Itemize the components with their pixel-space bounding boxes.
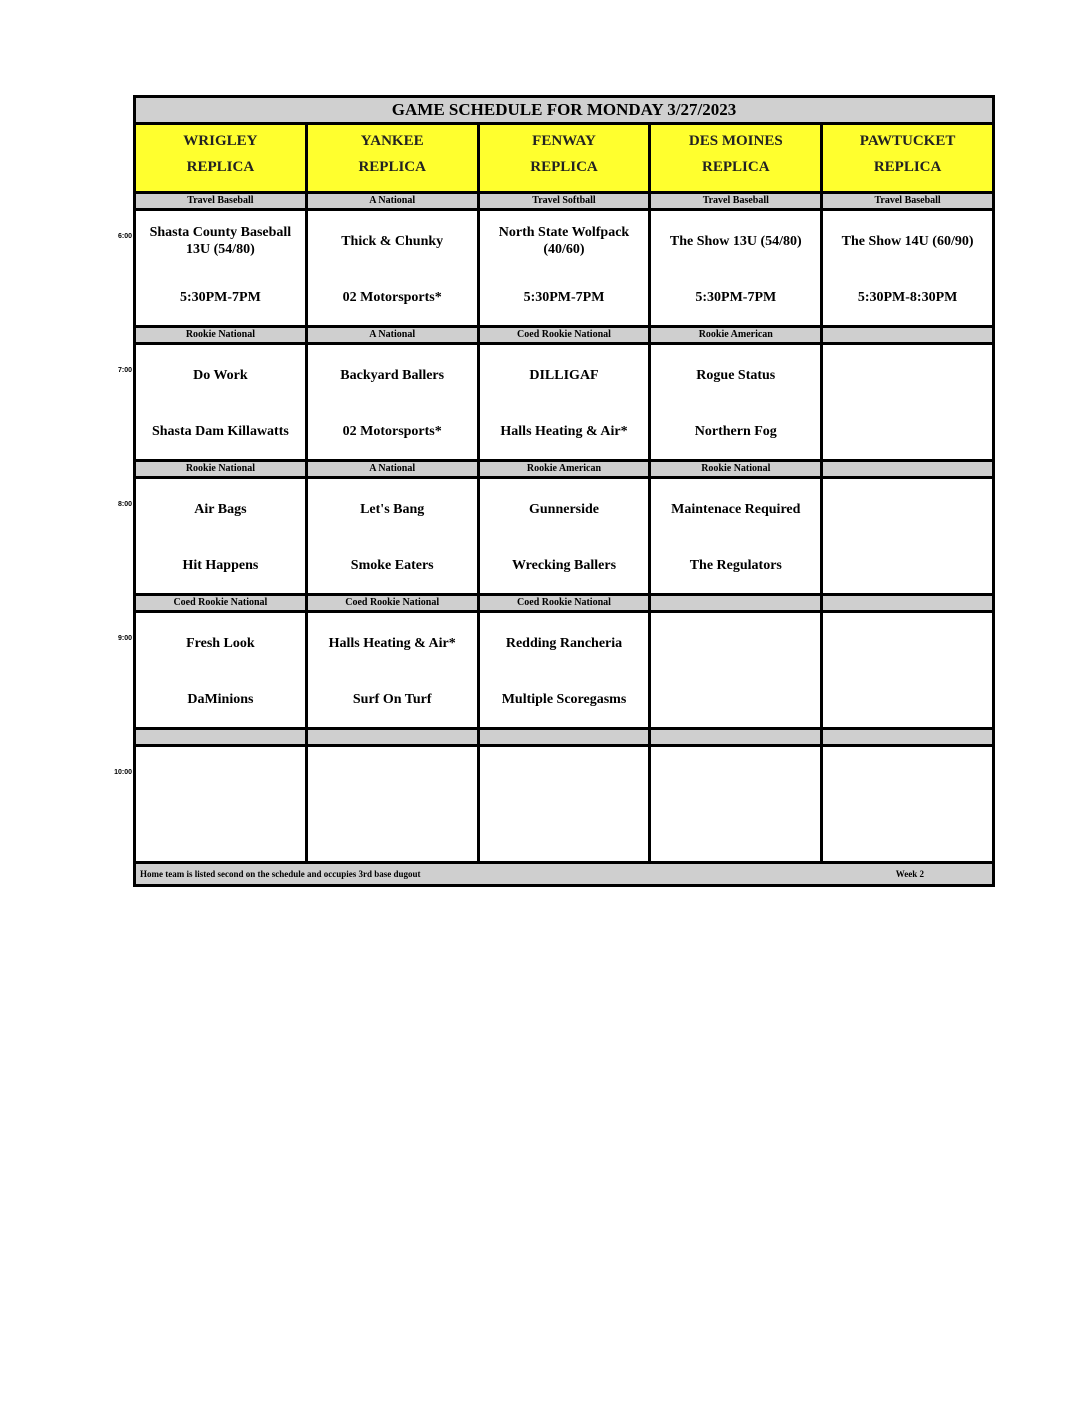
division-label: Rookie National <box>136 328 308 342</box>
away-team <box>827 623 988 663</box>
away-team: North State Wolfpack (40/60) <box>498 225 630 257</box>
time-label: 6:00 <box>117 233 132 240</box>
division-row <box>133 328 995 345</box>
game-row <box>117 345 995 462</box>
venue-sub: REPLICA <box>702 159 770 175</box>
venue-name: WRIGLEY <box>183 133 258 149</box>
home-team: DaMinions <box>187 692 254 707</box>
week-label: Week 2 <box>895 869 924 879</box>
game-cell <box>136 747 308 861</box>
game-cell <box>651 345 823 459</box>
game-cell <box>823 747 992 861</box>
away-team: Rogue Status <box>696 367 776 383</box>
game-cell <box>480 211 652 325</box>
away-team <box>484 757 645 797</box>
game-cell <box>823 211 992 325</box>
away-team: Backyard Ballers <box>340 367 445 383</box>
home-team: Halls Heating & Air* <box>500 424 628 439</box>
game-cell <box>651 211 823 325</box>
venue-yankee <box>308 125 480 194</box>
venue-sub: REPLICA <box>873 159 942 175</box>
game-cell <box>480 747 652 861</box>
division-label <box>823 596 992 610</box>
division-row <box>133 194 995 211</box>
game-cell <box>136 345 308 459</box>
game-cell <box>308 747 480 861</box>
time-label: 8:00 <box>117 501 132 508</box>
division-label: Travel Baseball <box>874 195 941 206</box>
schedule-sheet <box>114 95 995 887</box>
division-row <box>133 462 995 479</box>
away-team: DILLIGAF <box>529 367 599 383</box>
division-label <box>823 730 992 744</box>
game-cell <box>823 613 992 727</box>
away-team: Gunnerside <box>528 501 599 517</box>
away-team <box>827 355 988 395</box>
division-row <box>133 730 995 747</box>
division-label: A National <box>308 328 480 342</box>
home-team: 02 Motorsports* <box>342 424 442 439</box>
home-team: Northern Fog <box>694 424 777 439</box>
home-team: 5:30PM-8:30PM <box>857 290 958 305</box>
division-label: Coed Rookie National <box>480 328 652 342</box>
division-label: A National <box>308 194 480 208</box>
division-label: Travel Baseball <box>136 194 308 208</box>
division-label <box>823 462 992 476</box>
game-cell <box>651 747 823 861</box>
away-team <box>140 757 301 797</box>
division-label <box>136 730 308 744</box>
division-label <box>651 596 823 610</box>
away-team: Thick & Chunky <box>341 233 444 249</box>
home-team: Surf On Turf <box>352 692 432 707</box>
division-label <box>651 730 823 744</box>
away-team <box>312 757 473 797</box>
game-row <box>114 747 995 864</box>
game-cell <box>136 211 308 325</box>
away-team: Halls Heating & Air* <box>328 635 456 651</box>
game-cell <box>136 479 308 593</box>
home-team: 5:30PM-7PM <box>179 290 261 305</box>
venue-pawtucket <box>823 125 992 194</box>
game-cell <box>823 345 992 459</box>
time-label: 7:00 <box>117 367 132 374</box>
home-team: 02 Motorsports* <box>342 290 442 305</box>
schedule-title: GAME SCHEDULE FOR MONDAY 3/27/2023 <box>133 95 995 125</box>
away-team: The Show 14U (60/90) <box>841 233 974 249</box>
away-team: Do Work <box>193 367 248 383</box>
time-label: 9:00 <box>117 635 132 642</box>
venue-des-moines <box>651 125 823 194</box>
home-team: Multiple Scoregasms <box>501 692 627 707</box>
venue-header-row <box>133 125 995 194</box>
away-team: Shasta County Baseball 13U (54/80) <box>149 225 292 257</box>
away-team: Fresh Look <box>186 635 255 651</box>
home-team: 5:30PM-7PM <box>523 290 605 305</box>
away-team: The Show 13U (54/80) <box>669 233 802 249</box>
game-cell <box>823 479 992 593</box>
game-cell <box>308 345 480 459</box>
venue-sub: REPLICA <box>530 159 598 175</box>
game-cell <box>651 479 823 593</box>
division-label: Rookie National <box>136 462 308 476</box>
game-cell <box>308 211 480 325</box>
home-team: Smoke Eaters <box>350 558 434 573</box>
venue-name: PAWTUCKET <box>859 133 956 149</box>
division-label: Rookie American <box>480 462 652 476</box>
away-team <box>655 623 816 663</box>
division-label <box>308 730 480 744</box>
division-label: A National <box>308 462 480 476</box>
division-label: Coed Rookie National <box>136 596 308 610</box>
game-row <box>117 479 995 596</box>
division-row <box>133 596 995 613</box>
game-cell <box>480 613 652 727</box>
game-cell <box>651 613 823 727</box>
division-label <box>480 730 652 744</box>
home-team: Wrecking Ballers <box>511 558 617 573</box>
footer-note: Home team is listed second on the schedule and occupies 3rd base dugout <box>140 869 421 879</box>
venue-fenway <box>480 125 652 194</box>
home-team: The Regulators <box>689 558 782 573</box>
home-team: 5:30PM-7PM <box>695 290 777 305</box>
venue-name: DES MOINES <box>688 133 783 149</box>
away-team: Redding Rancheria <box>505 635 623 651</box>
away-team <box>827 489 988 529</box>
division-label: Rookie American <box>651 328 823 342</box>
time-label: 10:00 <box>114 769 132 776</box>
game-cell <box>480 479 652 593</box>
schedule-footer <box>133 864 995 887</box>
away-team: Let's Bang <box>360 501 425 517</box>
venue-name: YANKEE <box>360 133 424 149</box>
venue-sub: REPLICA <box>358 159 426 175</box>
away-team: Maintenace Required <box>671 501 801 517</box>
game-row <box>117 613 995 730</box>
division-label: Travel Baseball <box>651 194 823 208</box>
game-cell <box>136 613 308 727</box>
venue-sub: REPLICA <box>186 159 255 175</box>
game-cell <box>480 345 652 459</box>
division-label: Rookie National <box>651 462 823 476</box>
game-row <box>117 211 995 328</box>
home-team: Hit Happens <box>182 558 259 573</box>
game-cell <box>308 613 480 727</box>
away-team: Air Bags <box>194 501 247 517</box>
division-label: Coed Rookie National <box>308 596 480 610</box>
away-team <box>827 757 988 797</box>
time-slots <box>114 194 995 864</box>
division-label: Coed Rookie National <box>480 596 652 610</box>
division-label: Travel Softball <box>480 194 652 208</box>
away-team <box>655 757 816 797</box>
game-cell <box>308 479 480 593</box>
venue-name: FENWAY <box>532 133 596 149</box>
home-team: Shasta Dam Killawatts <box>151 424 289 439</box>
division-label <box>823 328 992 342</box>
venue-wrigley <box>136 125 308 194</box>
